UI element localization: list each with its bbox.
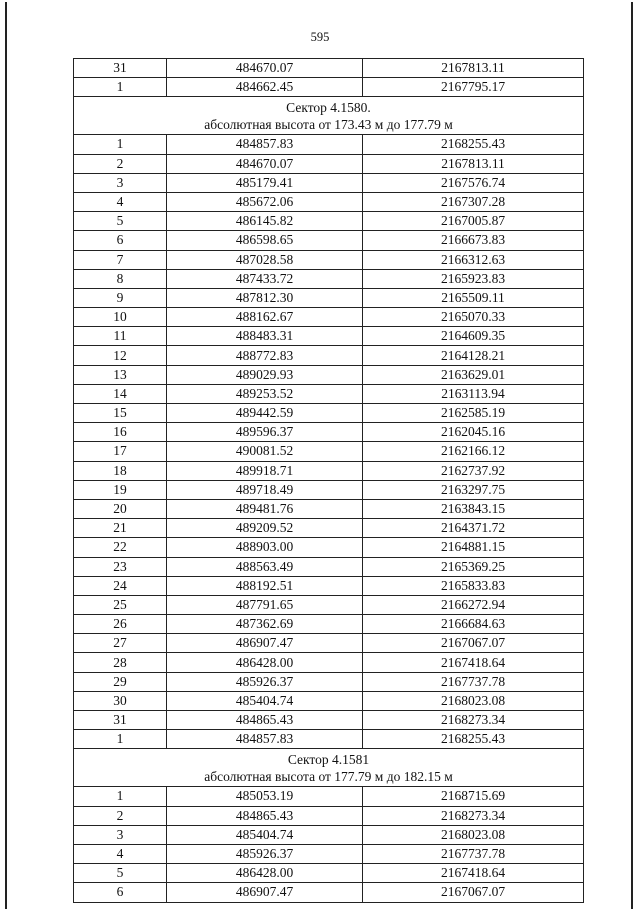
y-coordinate-cell: 2165923.83: [363, 269, 584, 288]
table-row: [74, 192, 584, 211]
y-coordinate-cell: 2166673.83: [363, 231, 584, 250]
point-number-cell: 7: [74, 250, 167, 269]
y-coordinate-cell: 2163629.01: [363, 365, 584, 384]
y-coordinate-cell: 2164128.21: [363, 346, 584, 365]
x-coordinate-cell: 487812.30: [167, 288, 363, 307]
x-coordinate-cell: 485926.37: [167, 844, 363, 863]
y-coordinate-cell: 2167418.64: [363, 864, 584, 883]
x-coordinate-cell: 489209.52: [167, 519, 363, 538]
x-coordinate-cell: 485404.74: [167, 825, 363, 844]
point-number-cell: 3: [74, 825, 167, 844]
point-number-cell: 2: [74, 806, 167, 825]
x-coordinate-cell: 489442.59: [167, 404, 363, 423]
x-coordinate-cell: 485053.19: [167, 787, 363, 806]
table-row: [74, 538, 584, 557]
y-coordinate-cell: 2163297.75: [363, 480, 584, 499]
point-number-cell: 18: [74, 461, 167, 480]
table-row: [74, 653, 584, 672]
point-number-cell: 6: [74, 883, 167, 902]
point-number-cell: 16: [74, 423, 167, 442]
point-number-cell: 10: [74, 308, 167, 327]
x-coordinate-cell: 488192.51: [167, 576, 363, 595]
y-coordinate-cell: 2168023.08: [363, 691, 584, 710]
table-row: [74, 634, 584, 653]
x-coordinate-cell: 485672.06: [167, 192, 363, 211]
table-row: [74, 384, 584, 403]
point-number-cell: 29: [74, 672, 167, 691]
y-coordinate-cell: 2168255.43: [363, 135, 584, 154]
x-coordinate-cell: 486145.82: [167, 212, 363, 231]
y-coordinate-cell: 2164371.72: [363, 519, 584, 538]
x-coordinate-cell: 486907.47: [167, 634, 363, 653]
point-number-cell: 19: [74, 480, 167, 499]
sector-header: [74, 749, 584, 787]
point-number-cell: 22: [74, 538, 167, 557]
x-coordinate-cell: 488483.31: [167, 327, 363, 346]
table-row: [74, 576, 584, 595]
y-coordinate-cell: 2162045.16: [363, 423, 584, 442]
x-coordinate-cell: 486598.65: [167, 231, 363, 250]
table-row: [74, 78, 584, 97]
point-number-cell: 1: [74, 787, 167, 806]
table-row: [74, 519, 584, 538]
y-coordinate-cell: 2163113.94: [363, 384, 584, 403]
x-coordinate-cell: 489596.37: [167, 423, 363, 442]
x-coordinate-cell: 486428.00: [167, 653, 363, 672]
table-row: [74, 327, 584, 346]
table-row: [74, 672, 584, 691]
point-number-cell: 17: [74, 442, 167, 461]
point-number-cell: 23: [74, 557, 167, 576]
table-row: [74, 59, 584, 78]
x-coordinate-cell: 489718.49: [167, 480, 363, 499]
x-coordinate-cell: 489253.52: [167, 384, 363, 403]
point-number-cell: 5: [74, 864, 167, 883]
y-coordinate-cell: 2167576.74: [363, 173, 584, 192]
y-coordinate-cell: 2165070.33: [363, 308, 584, 327]
point-number-cell: 24: [74, 576, 167, 595]
y-coordinate-cell: 2168273.34: [363, 806, 584, 825]
table-row: [74, 730, 584, 749]
y-coordinate-cell: 2165833.83: [363, 576, 584, 595]
x-coordinate-cell: 489918.71: [167, 461, 363, 480]
table-row: [74, 883, 584, 902]
x-coordinate-cell: 487362.69: [167, 615, 363, 634]
table-row: [74, 269, 584, 288]
point-number-cell: 1: [74, 135, 167, 154]
page-number: 595: [310, 30, 330, 44]
y-coordinate-cell: 2167005.87: [363, 212, 584, 231]
point-number-cell: 13: [74, 365, 167, 384]
table-row: [74, 154, 584, 173]
table-row: [74, 691, 584, 710]
table-row: [74, 615, 584, 634]
table-row: [74, 135, 584, 154]
y-coordinate-cell: 2168715.69: [363, 787, 584, 806]
point-number-cell: 15: [74, 404, 167, 423]
table-row: [74, 557, 584, 576]
y-coordinate-cell: 2167067.07: [363, 634, 584, 653]
y-coordinate-cell: 2168255.43: [363, 730, 584, 749]
table-row: [74, 442, 584, 461]
x-coordinate-cell: 484857.83: [167, 730, 363, 749]
y-coordinate-cell: 2162585.19: [363, 404, 584, 423]
point-number-cell: 6: [74, 231, 167, 250]
point-number-cell: 31: [74, 711, 167, 730]
coordinates-table: [73, 58, 584, 903]
x-coordinate-cell: 484670.07: [167, 59, 363, 78]
x-coordinate-cell: 484865.43: [167, 806, 363, 825]
x-coordinate-cell: 489029.93: [167, 365, 363, 384]
table-row: [74, 423, 584, 442]
x-coordinate-cell: 488162.67: [167, 308, 363, 327]
point-number-cell: 14: [74, 384, 167, 403]
x-coordinate-cell: 485926.37: [167, 672, 363, 691]
point-number-cell: 3: [74, 173, 167, 192]
sector-altitude-range: абсолютная высота от 173.43 м до 177.79 м: [204, 116, 453, 132]
y-coordinate-cell: 2166684.63: [363, 615, 584, 634]
x-coordinate-cell: 484662.45: [167, 78, 363, 97]
y-coordinate-cell: 2164609.35: [363, 327, 584, 346]
point-number-cell: 27: [74, 634, 167, 653]
point-number-cell: 30: [74, 691, 167, 710]
table-row: [74, 346, 584, 365]
table-row: [74, 499, 584, 518]
sector-title: Сектор 4.1580.: [286, 99, 371, 115]
point-number-cell: 28: [74, 653, 167, 672]
y-coordinate-cell: 2167813.11: [363, 59, 584, 78]
y-coordinate-cell: 2164881.15: [363, 538, 584, 557]
table-row: [74, 595, 584, 614]
point-number-cell: 25: [74, 595, 167, 614]
point-number-cell: 11: [74, 327, 167, 346]
table-row: [74, 711, 584, 730]
x-coordinate-cell: 490081.52: [167, 442, 363, 461]
table-row: [74, 288, 584, 307]
y-coordinate-cell: 2162737.92: [363, 461, 584, 480]
point-number-cell: 4: [74, 192, 167, 211]
y-coordinate-cell: 2168023.08: [363, 825, 584, 844]
coordinates-table-body: [74, 59, 584, 903]
point-number-cell: 5: [74, 212, 167, 231]
table-row: [74, 308, 584, 327]
x-coordinate-cell: 489481.76: [167, 499, 363, 518]
x-coordinate-cell: 488772.83: [167, 346, 363, 365]
y-coordinate-cell: 2165509.11: [363, 288, 584, 307]
y-coordinate-cell: 2167795.17: [363, 78, 584, 97]
y-coordinate-cell: 2167813.11: [363, 154, 584, 173]
point-number-cell: 4: [74, 844, 167, 863]
x-coordinate-cell: 487791.65: [167, 595, 363, 614]
point-number-cell: 21: [74, 519, 167, 538]
table-row: [74, 231, 584, 250]
sector-header-row: [74, 749, 584, 787]
sector-altitude-range: абсолютная высота от 177.79 м до 182.15 м: [204, 768, 453, 784]
y-coordinate-cell: 2163843.15: [363, 499, 584, 518]
table-row: [74, 365, 584, 384]
table-row: [74, 250, 584, 269]
y-coordinate-cell: 2168273.34: [363, 711, 584, 730]
y-coordinate-cell: 2167307.28: [363, 192, 584, 211]
point-number-cell: 26: [74, 615, 167, 634]
point-number-cell: 8: [74, 269, 167, 288]
table-row: [74, 825, 584, 844]
x-coordinate-cell: 484857.83: [167, 135, 363, 154]
point-number-cell: 9: [74, 288, 167, 307]
x-coordinate-cell: 484670.07: [167, 154, 363, 173]
y-coordinate-cell: 2162166.12: [363, 442, 584, 461]
x-coordinate-cell: 488563.49: [167, 557, 363, 576]
x-coordinate-cell: 486428.00: [167, 864, 363, 883]
y-coordinate-cell: 2167737.78: [363, 844, 584, 863]
y-coordinate-cell: 2167737.78: [363, 672, 584, 691]
table-row: [74, 173, 584, 192]
y-coordinate-cell: 2165369.25: [363, 557, 584, 576]
y-coordinate-cell: 2166312.63: [363, 250, 584, 269]
y-coordinate-cell: 2167067.07: [363, 883, 584, 902]
sector-header-row: [74, 97, 584, 135]
x-coordinate-cell: 487028.58: [167, 250, 363, 269]
table-row: [74, 806, 584, 825]
point-number-cell: 1: [74, 78, 167, 97]
table-row: [74, 787, 584, 806]
table-row: [74, 404, 584, 423]
x-coordinate-cell: 486907.47: [167, 883, 363, 902]
sector-title: Сектор 4.1581: [287, 751, 370, 767]
y-coordinate-cell: 2167418.64: [363, 653, 584, 672]
x-coordinate-cell: 488903.00: [167, 538, 363, 557]
point-number-cell: 2: [74, 154, 167, 173]
sector-header: [74, 97, 584, 135]
table-row: [74, 212, 584, 231]
point-number-cell: 1: [74, 730, 167, 749]
point-number-cell: 12: [74, 346, 167, 365]
table-row: [74, 480, 584, 499]
x-coordinate-cell: 487433.72: [167, 269, 363, 288]
point-number-cell: 31: [74, 59, 167, 78]
table-row: [74, 461, 584, 480]
table-row: [74, 864, 584, 883]
x-coordinate-cell: 484865.43: [167, 711, 363, 730]
x-coordinate-cell: 485179.41: [167, 173, 363, 192]
y-coordinate-cell: 2166272.94: [363, 595, 584, 614]
x-coordinate-cell: 485404.74: [167, 691, 363, 710]
table-row: [74, 844, 584, 863]
point-number-cell: 20: [74, 499, 167, 518]
